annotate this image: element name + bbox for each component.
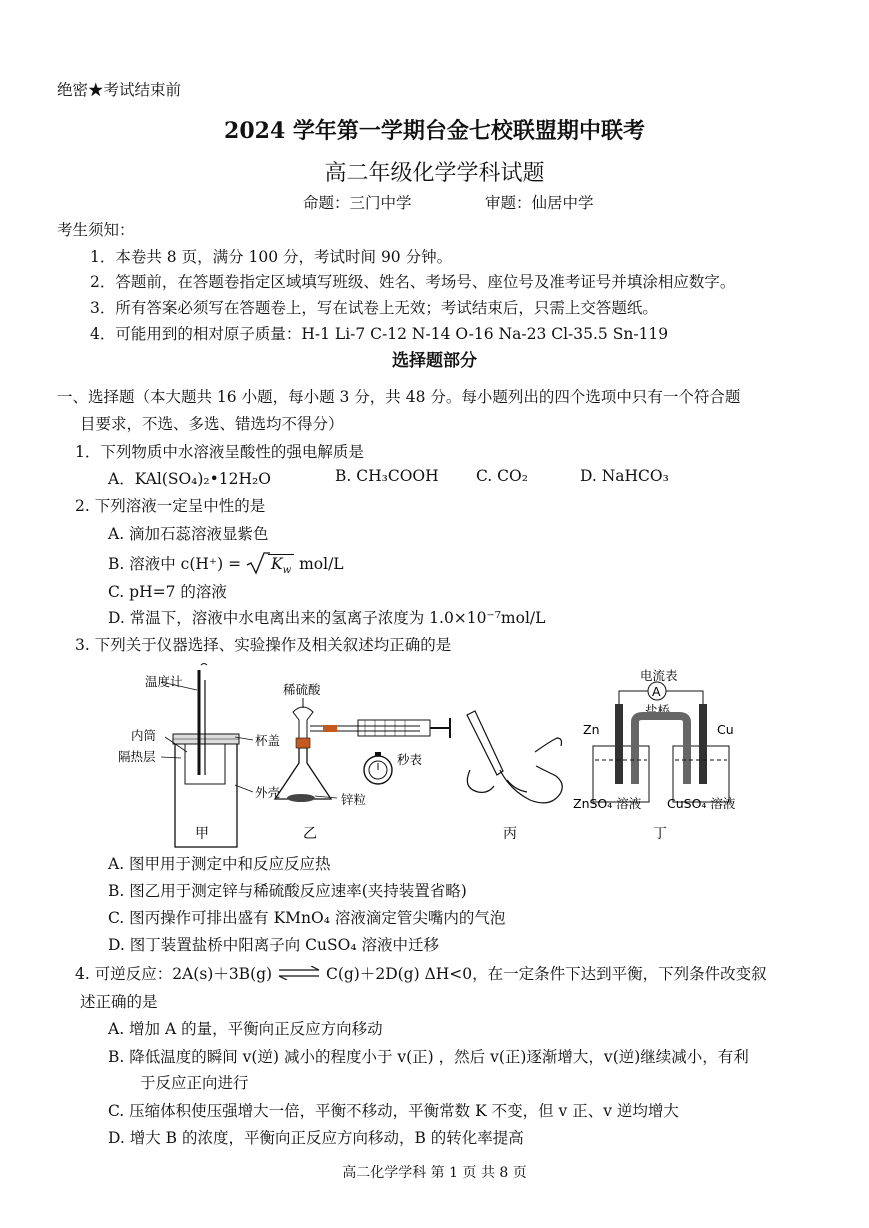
q3-option-d: D. 图丁装置盐桥中阳离子向 CuSO₄ 溶液中迁移 bbox=[108, 936, 439, 954]
label-lid: 杯盖 bbox=[255, 733, 281, 748]
q4-stem-pre: 4. 可逆反应：2A(s)＋3B(g) bbox=[75, 965, 273, 983]
label-ammeter: 电流表 bbox=[640, 668, 678, 683]
notice-item-3: 3．所有答案必须写在答题卷上，写在试卷上无效；考试结束后，只需上交答题纸。 bbox=[90, 299, 658, 317]
section-heading: 选择题部分 bbox=[392, 351, 477, 371]
equilibrium-arrow-icon bbox=[277, 966, 321, 980]
caption-jia: 甲 bbox=[195, 826, 209, 842]
figure-bing bbox=[467, 711, 562, 803]
notice-heading: 考生须知： bbox=[57, 221, 135, 239]
q3-option-b: B. 图乙用于测定锌与稀硫酸反应速率(夹持装置省略) bbox=[108, 882, 467, 900]
q1-option-c: C. CO₂ bbox=[476, 467, 528, 485]
q4-option-d: D. 增大 B 的浓度，平衡向正反应方向移动，B 的转化率提高 bbox=[108, 1129, 524, 1147]
q3-figure bbox=[105, 660, 765, 850]
label-cuso4: CuSO₄ 溶液 bbox=[667, 796, 736, 811]
figure-ding bbox=[573, 668, 736, 811]
q4-option-b-line1: B. 降低温度的瞬间 v(逆) 减小的程度小于 v(正) ，然后 v(正)逐渐增大，v(逆)继续减小，有利 bbox=[108, 1048, 749, 1066]
q2-kw-sub: w bbox=[282, 565, 292, 577]
label-insulation: 隔热层 bbox=[118, 749, 156, 764]
label-shell: 外壳 bbox=[255, 785, 281, 800]
q3-option-a: A. 图甲用于测定中和反应反应热 bbox=[108, 855, 331, 873]
notice-item-2: 2．答题前，在答题卷指定区域填写班级、姓名、考场号、座位号及准考证号并填涂相应数字。 bbox=[90, 273, 736, 291]
label-stopwatch: 秒表 bbox=[397, 752, 423, 767]
q2-option-b-unit: mol/L bbox=[299, 555, 344, 573]
label-saltbridge: 盐桥 bbox=[645, 703, 671, 718]
q2-option-b-prefix: B. 溶液中 c(H⁺) = bbox=[108, 555, 242, 573]
exam-title: 2024 学年第一学期台金七校联盟期中联考 bbox=[224, 118, 645, 144]
q2-option-a: A. 滴加石蕊溶液显紫色 bbox=[108, 525, 269, 543]
q1-option-d: D. NaHCO₃ bbox=[580, 467, 669, 485]
q4-stem-line2: 述正确的是 bbox=[80, 993, 158, 1011]
q4-option-a: A. 增加 A 的量，平衡向正反应方向移动 bbox=[108, 1020, 383, 1038]
notice-item-4: 4．可能用到的相对原子质量：H-1 Li-7 C-12 N-14 O-16 Na-23 Cl-35.5 Sn-119 bbox=[90, 325, 669, 343]
figure-yi bbox=[275, 682, 450, 807]
page-footer: 高二化学学科 第 1 页 共 8 页 bbox=[342, 1165, 527, 1181]
notice-item-1: 1．本卷共 8 页，满分 100 分，考试时间 90 分钟。 bbox=[90, 248, 453, 266]
q4-option-c: C. 压缩体积使压强增大一倍，平衡不移动，平衡常数 K 不变，但 v 正、v 逆均增大 bbox=[108, 1102, 679, 1120]
caption-ding: 丁 bbox=[653, 826, 667, 842]
caption-bing: 丙 bbox=[503, 826, 517, 842]
caption-yi: 乙 bbox=[303, 826, 317, 842]
label-znso4: ZnSO₄ 溶液 bbox=[573, 796, 642, 811]
q4-option-b-line2: 于反应正向进行 bbox=[140, 1074, 249, 1092]
section-intro-line2: 目要求，不选、多选、错选均不得分） bbox=[80, 415, 344, 433]
q2-kw: K bbox=[271, 555, 283, 573]
confidential-mark: 绝密★考试结束前 bbox=[57, 81, 182, 99]
exam-subtitle: 高二年级化学学科试题 bbox=[324, 161, 545, 186]
q1-option-b: B. CH₃COOH bbox=[335, 467, 439, 485]
q2-option-d: D. 常温下，溶液中水电离出来的氢离子浓度为 1.0×10⁻⁷mol/L bbox=[108, 609, 546, 627]
q1-option-a: A．KAl(SO₄)₂•12H₂O bbox=[108, 470, 271, 488]
q4-stem bbox=[75, 962, 767, 984]
figure-jia bbox=[118, 664, 281, 848]
label-thermometer: 温度计 bbox=[145, 674, 183, 689]
q3-stem: 3. 下列关于仪器选择、实验操作及相关叙述均正确的是 bbox=[75, 636, 452, 654]
ammeter-symbol: A bbox=[652, 684, 661, 699]
label-zinc: 锌粒 bbox=[341, 792, 367, 807]
q3-option-c: C. 图丙操作可排出盛有 KMnO₄ 溶液滴定管尖嘴内的气泡 bbox=[108, 909, 506, 927]
reviewer-info: 审题：仙居中学 bbox=[485, 194, 594, 212]
q2-stem: 2. 下列溶液一定呈中性的是 bbox=[75, 497, 266, 515]
sqrt-sign-icon bbox=[246, 551, 270, 575]
label-zn: Zn bbox=[583, 722, 600, 737]
q2-option-c: C. pH=7 的溶液 bbox=[108, 583, 227, 601]
section-intro-line1: 一、选择题（本大题共 16 小题，每小题 3 分，共 48 分。每小题列出的四个选项中只有一个符合题 bbox=[57, 388, 741, 406]
q1-stem: 1．下列物质中水溶液呈酸性的强电解质是 bbox=[75, 443, 364, 461]
label-inner: 内筒 bbox=[131, 728, 157, 743]
label-acid: 稀硫酸 bbox=[283, 682, 321, 697]
label-cu: Cu bbox=[717, 722, 734, 737]
setter-info: 命题：三门中学 bbox=[303, 194, 412, 212]
q4-stem-post: C(g)＋2D(g) ΔH<0，在一定条件下达到平衡，下列条件改变叙 bbox=[325, 965, 767, 983]
q2-option-b bbox=[108, 551, 344, 576]
